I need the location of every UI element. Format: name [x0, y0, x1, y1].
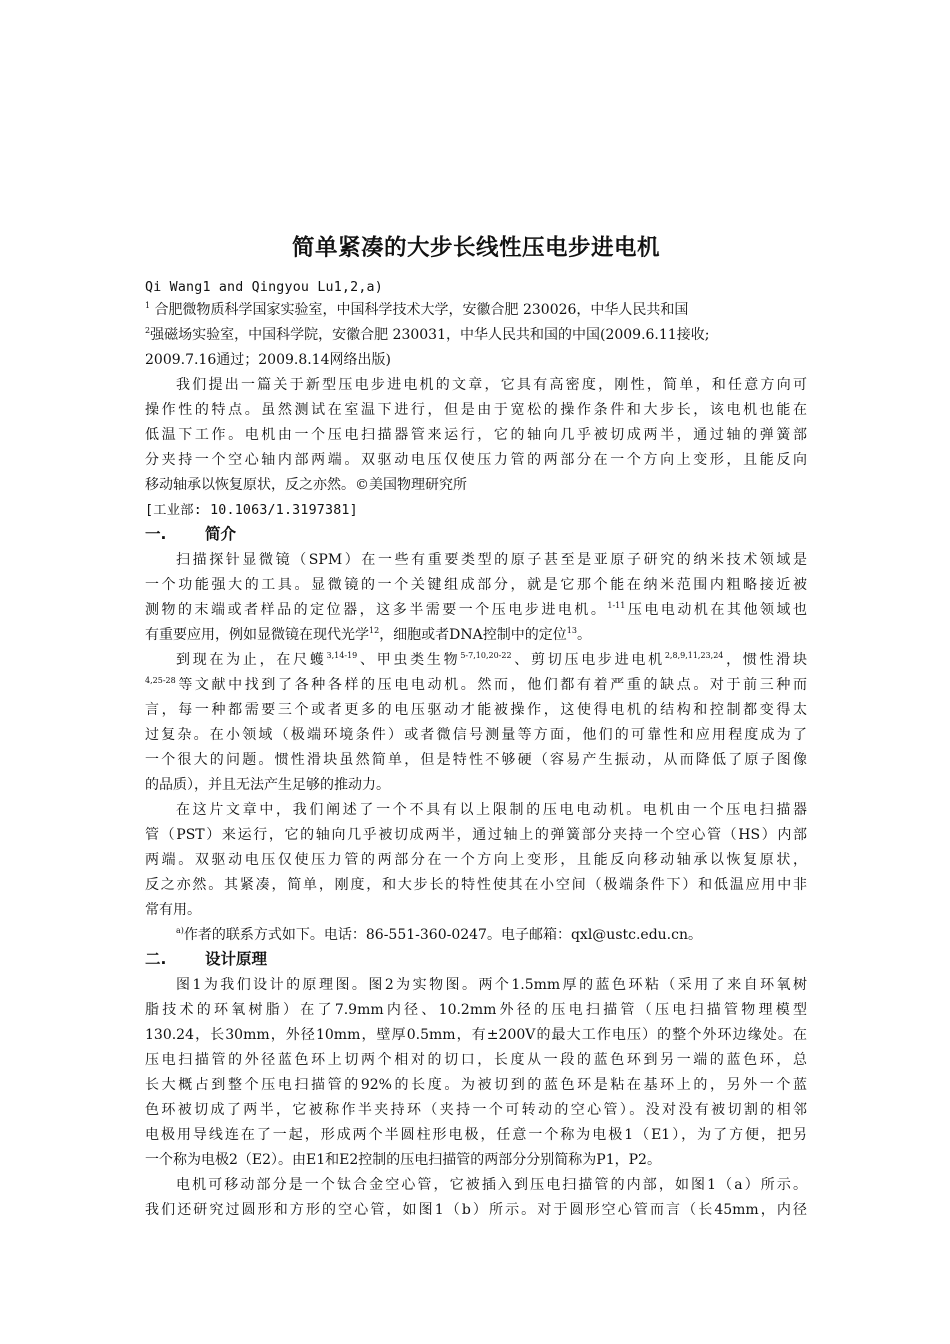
citation: 4,25-28: [145, 676, 176, 685]
body-line: 色环被切成了两半，它被称作半夹持环（夹持一个可转动的空心管）。没对没有被切割的相邻: [145, 1102, 807, 1118]
paper-title: 简单紧凑的大步长线性压电步进电机: [291, 235, 660, 261]
affiliation-2: [145, 323, 807, 348]
body-line: 电极用导线连在了一起，形成两个半圆柱形电极，任意一个称为电极1（E1），为了方便，把另: [145, 1127, 807, 1143]
body-line: 图1为我们设计的原理图。图2为实物图。两个1.5mm厚的蓝色环粘（采用了来自环氧树: [176, 977, 807, 993]
body-line: 电机可移动部分是一个钛合金空心管，它被插入到压电扫描管的内部，如图1（a）所示。: [176, 1177, 807, 1193]
body-line: 一个功能强大的工具。显微镜的一个关键组成部分，就是它那个能在纳米范围内粗略接近被: [145, 577, 807, 593]
footnote-mark: a): [176, 926, 184, 935]
citation: 1-11: [607, 601, 626, 610]
citation: 3,14-19: [326, 651, 358, 660]
section-number: 二.: [145, 950, 167, 968]
body-line: 过复杂。在小领域（极端环境条件）或者微信号测量等方面，他们的可靠性和应用程度成为了: [145, 727, 807, 743]
body-line: 130.24，长30mm，外径10mm，壁厚0.5mm，有±200V的最大工作电压）的整个外环边缘处。在: [145, 1027, 807, 1043]
abstract-line: 移动轴承以恢复原状，反之亦然。©美国物理研究所: [145, 477, 467, 493]
body-line: 我们还研究过圆形和方形的空心管，如图1（b）所示。对于圆形空心管而言（长45mm，内径: [145, 1202, 807, 1218]
affiliation-1: [145, 298, 807, 323]
body-line: 言，每一种都需要三个或者更多的电压驱动才能被操作，这使得电机的结构和控制都变得太: [145, 702, 807, 718]
section-number: 一.: [145, 525, 167, 543]
body-line: 到现在为止，在尺蠖$^{3,14-19}$、甲虫类生物$^{5-7,10,20-22}$、剪切压电步进电机$^{2,8,9,11,23,24}$，惯性滑块: [176, 651, 807, 668]
body-line: 扫描探针显微镜（SPM）在一些有重要类型的原子甚至是亚原子研究的纳米技术领域是: [176, 552, 807, 568]
citation: 2,8,9,11,23,24: [664, 651, 724, 660]
body-line: 一个很大的问题。惯性滑块虽然简单，但是特性不够硬（容易产生振动，从而降低了原子图像: [145, 752, 807, 768]
body-line: 长大概占到整个压电扫描管的92%的长度。为被切到的蓝色环是粘在基环上的，另外一个蓝: [145, 1077, 807, 1093]
body-line: 在这片文章中，我们阐述了一个不具有以上限制的压电电动机。电机由一个压电扫描器: [176, 802, 807, 818]
abstract-line: 我们提出一篇关于新型压电步进电机的文章，它具有高密度，刚性，简单，和任意方向可: [176, 377, 807, 393]
body-line: 常有用。: [145, 902, 201, 918]
body-line: 一个称为电极2（E2）。由E1和E2控制的压电扫描管的两部分分别简称为P1，P2。: [145, 1152, 661, 1168]
footnote-text: 作者的联系方式如下。电话：86-551-360-0247。电子邮箱：qxl@ustc.edu.cn。: [183, 927, 702, 943]
body-line: 反之亦然。其紧凑，简单，刚度，和大步长的特性使其在小空间（极端条件下）和低温应用中非: [145, 877, 807, 893]
citation: 12: [369, 626, 380, 635]
affiliation-2-cont: 2009.7.16通过；2009.8.14网络出版): [145, 352, 391, 368]
section-title: 简介: [205, 525, 237, 543]
author-line: Qi Wang1 and Qingyou Lu1,2,a): [145, 280, 383, 295]
citation: 13: [566, 626, 577, 635]
body-line: 测物的末端或者样品的定位器，这多半需要一个压电步进电机。$^{1-11}$压电电动机在其他领域也: [145, 601, 807, 618]
body-line: 管（PST）来运行，它的轴向几乎被切成两半，通过轴上的弹簧部分夹持一个空心管（HS）内部: [145, 827, 807, 843]
abstract-line: 低温下工作。电机由一个压电扫描器管来运行，它的轴向几乎被切成两半，通过轴的弹簧部: [145, 427, 807, 443]
section-title: 设计原理: [205, 950, 268, 968]
affiliation-1-mark: 1: [145, 301, 151, 310]
citation: 5-7,10,20-22: [460, 651, 512, 660]
doi-line: [工业部: 10.1063/1.3197381]: [145, 503, 358, 518]
body-line: 有重要应用，例如显微镜在现代光学$^{12}$，细胞或者DNA控制中的定位$^{13}$。: [145, 626, 591, 643]
body-line: 的品质），并且无法产生足够的推动力。: [145, 777, 390, 793]
affiliation-1-text: 合肥微物质科学国家实验室，中国科学技术大学，安徽合肥 230026，中华人民共和国: [150, 302, 689, 318]
body-line: $^{4,25-28}$等文献中找到了各种各样的压电电动机。然而，他们都有着严重的缺点。对于前三种而: [145, 676, 807, 693]
affiliation-2-text: 强磁场实验室，中国科学院，安徽合肥 230031，中华人民共和国的中国(2009.6.11接收;: [150, 327, 710, 343]
abstract-line: 分夹持一个空心轴内部两端。双驱动电压仅使压力管的两部分在一个方向上变形，且能反向: [145, 452, 807, 468]
affiliation-2-mark: 2: [145, 326, 151, 335]
body-line: 压电扫描管的外径蓝色环上切两个相对的切口，长度从一段的蓝色环到另一端的蓝色环，总: [145, 1052, 807, 1068]
author-footnote: [145, 923, 807, 948]
abstract-line: 操作性的特点。虽然测试在室温下进行，但是由于宽松的操作条件和大步长，该电机也能在: [145, 402, 807, 418]
body-line: 两端。双驱动电压仅使压力管的两部分在一个方向上变形，且能反向移动轴承以恢复原状，: [145, 852, 807, 868]
body-line: 脂技术的环氧树脂）在了7.9mm内径、10.2mm外径的压电扫描管（压电扫描管物理模型: [145, 1002, 807, 1018]
section-heading-intro: [145, 522, 807, 547]
section-heading-design: [145, 947, 807, 972]
